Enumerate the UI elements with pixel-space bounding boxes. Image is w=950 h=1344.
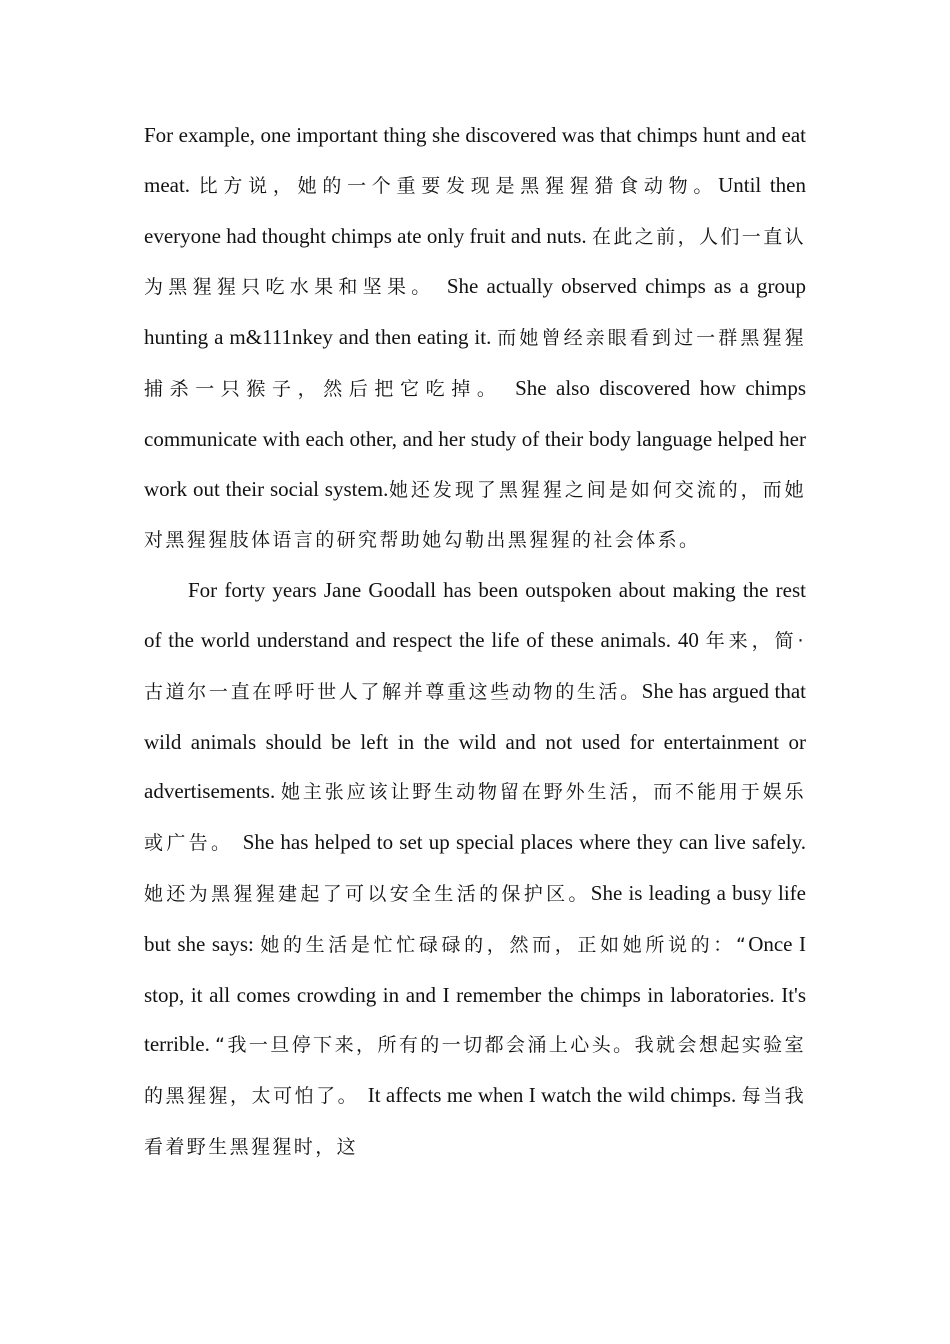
text-run-en: She actually observed chimps as a group hunting a m&111nkey and then eating it. [144,274,806,350]
paragraph-goodall-advocacy [144,566,806,1173]
text-run-zh: 在此之前，人们一直认为黑猩猩只吃水果和坚果。 [144,225,806,299]
body-text [144,111,806,1173]
text-run-zh: 她还为黑猩猩建起了可以安全生活的保护区。 [144,882,591,905]
text-run-zh: “我一旦停下来，所有的一切都会涌上心头。我就会想起实验室的黑猩猩，太可怕了。 [144,1034,807,1108]
text-run-zh: 每当我看着野生黑猩猩时，这 [144,1085,806,1158]
text-run-en: She also discovered how chimps communicate with each other, and her study of their body language helped her work out their social system. [144,375,806,501]
text-run-zh: 她的生活是忙忙碌碌的，然而，正如她所说的：“ [260,933,749,956]
text-run-en: Until then everyone had thought chimps ate only fruit and nuts. [144,172,807,248]
text-run-en: Once I stop, it all comes crowding in and I remember the chimps in laboratories. It's terrible. [144,931,806,1057]
text-run-en: For forty years Jane Goodall has been outspoken about making the rest of the world understand and respect the life of these animals. 40 [144,578,806,652]
text-run-zh: 她主张应该让野生动物留在野外生活，而不能用于娱乐或广告。 [144,781,806,855]
text-run-zh: 而她曾经亲眼看到过一群黑猩猩捕杀一只猴子，然后把它吃掉。 [144,327,806,400]
text-run-en: She has argued that wild animals should be left in the wild and not used for entertainment or advertisements. [144,678,806,804]
text-run-zh: 她还发现了黑猩猩之间是如何交流的，而她对黑猩猩肢体语言的研究帮助她勾勒出黑猩猩的社会体系。 [144,478,806,552]
text-run-en: It affects me when I watch the wild chimps. [367,1083,742,1108]
text-run-zh: 年来，简· 古道尔一直在呼吁世人了解并尊重这些动物的生活。 [144,629,806,703]
text-run-en: For example, one important thing she discovered was that chimps hunt and eat meat. [144,123,806,197]
text-run-en: She is leading a busy life but she says: [144,880,806,956]
text-run-en: She has helped to set up special places where they can live safely. [242,830,806,855]
text-run-zh: 比方说，她的一个重要发现是黑猩猩猎食动物。 [198,174,719,197]
paragraph-chimp-discoveries [144,111,806,566]
